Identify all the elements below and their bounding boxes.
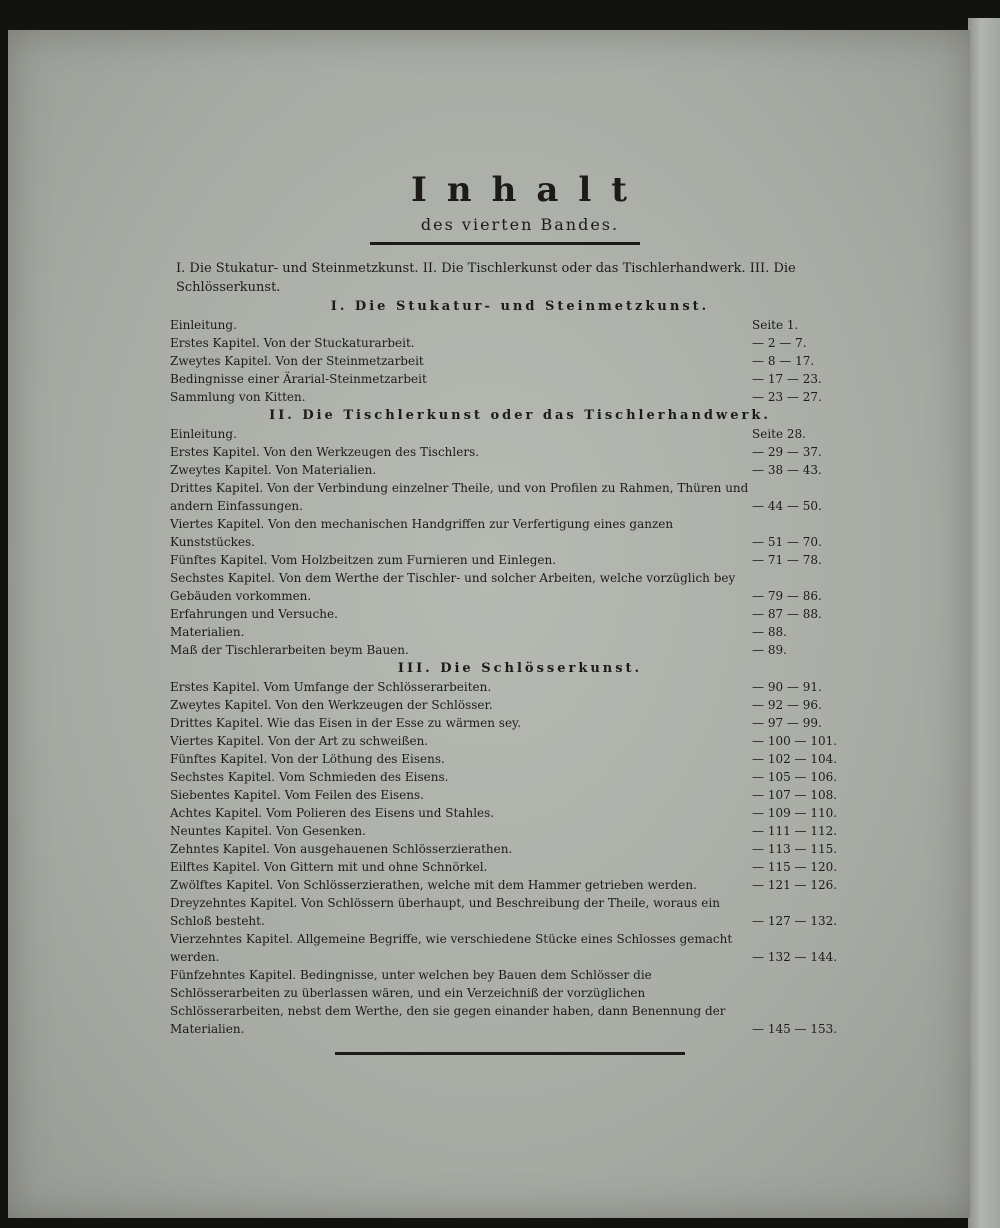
toc-entry-pages: — 29 — 37. xyxy=(752,445,822,459)
toc-entry-pages: — 145 — 153. xyxy=(752,1022,838,1036)
toc-entry-label: Neuntes Kapitel. Von Gesenken. xyxy=(170,824,366,838)
toc-entry xyxy=(170,822,870,840)
toc-entry-label: Einleitung. xyxy=(170,427,237,441)
toc-entry-label: Bedingnisse einer Ärarial-Steinmetzarbeit xyxy=(170,372,427,386)
toc-entry-pages: — 113 — 115. xyxy=(752,842,838,856)
toc-entry xyxy=(170,569,870,605)
toc-entry xyxy=(170,551,870,569)
toc-entry-pages: — 89. xyxy=(752,643,787,657)
toc-entry-label: Erfahrungen und Versuche. xyxy=(170,607,338,621)
toc-entry-label: Sechstes Kapitel. Vom Schmieden des Eisens. xyxy=(170,770,449,784)
toc-entry-label: Viertes Kapitel. Von den mechanischen Handgriffen zur Verfertigung eines ganzen Kunststückes. xyxy=(170,517,674,549)
toc-entry-label: Zweytes Kapitel. Von Materialien. xyxy=(170,463,377,477)
toc-entry-pages: — 92 — 96. xyxy=(752,698,822,712)
toc-entry-pages: — 105 — 106. xyxy=(752,770,838,784)
toc-entry-pages: — 107 — 108. xyxy=(752,788,838,802)
toc-entry xyxy=(170,678,870,696)
toc-entry-pages: — 23 — 27. xyxy=(752,390,822,404)
toc-entry-label: Drittes Kapitel. Von der Verbindung einzelner Theile, und von Profilen zu Rahmen, Thüren und andern Einfassungen. xyxy=(170,481,749,513)
toc-entry-pages: — 100 — 101. xyxy=(752,734,838,748)
toc-entry-label: Zweytes Kapitel. Von den Werkzeugen der Schlösser. xyxy=(170,698,493,712)
toc-entry-pages: — 90 — 91. xyxy=(752,680,822,694)
toc-entry-pages: — 8 — 17. xyxy=(752,354,815,368)
toc-entry-pages: — 38 — 43. xyxy=(752,463,822,477)
toc-entry-label: Fünfzehntes Kapitel. Bedingnisse, unter welchen bey Bauen dem Schlösser die Schlösserarbeiten zu überlassen wären, und ein Verzeichniß der vorzüglichen Schlösserarbeiten, nebst dem Werthe, den sie gegen einander haben, dann Benennung der Materialien. xyxy=(170,968,726,1036)
table-of-contents xyxy=(170,170,870,1069)
closing-rule xyxy=(335,1052,685,1055)
toc-entry-pages: — 111 — 112. xyxy=(752,824,838,838)
toc-entry xyxy=(170,732,870,750)
toc-entry xyxy=(170,876,870,894)
toc-entry xyxy=(170,316,870,334)
toc-entry xyxy=(170,515,870,551)
toc-entry xyxy=(170,443,870,461)
toc-entry xyxy=(170,750,870,768)
toc-entry-label: Zehntes Kapitel. Von ausgehauenen Schlösserzierathen. xyxy=(170,842,513,856)
toc-entry xyxy=(170,641,870,659)
section-heading: III. Die Schlösserkunst. xyxy=(397,661,643,676)
page-subtitle: des vierten Bandes. xyxy=(420,215,620,234)
toc-entry-pages: — 121 — 126. xyxy=(752,878,838,892)
toc-entry xyxy=(170,461,870,479)
title-rule xyxy=(370,242,640,245)
toc-entry-pages: — 51 — 70. xyxy=(752,535,822,549)
section-heading: II. Die Tischlerkunst oder das Tischlerhandwerk. xyxy=(269,408,771,423)
toc-entry-pages: — 102 — 104. xyxy=(752,752,838,766)
toc-entry xyxy=(170,334,870,352)
toc-entry-label: Erstes Kapitel. Von der Stuckaturarbeit. xyxy=(170,336,415,350)
toc-entry-label: Sammlung von Kitten. xyxy=(170,390,306,404)
toc-entry-pages: — 97 — 99. xyxy=(752,716,822,730)
page-title: Inhalt xyxy=(411,170,647,210)
toc-entry-pages: — 71 — 78. xyxy=(752,553,822,567)
toc-entry-label: Materialien. xyxy=(170,625,245,639)
toc-entry-label: Siebentes Kapitel. Vom Feilen des Eisens. xyxy=(170,788,424,802)
section-heading: I. Die Stukatur- und Steinmetzkunst. xyxy=(330,299,710,314)
toc-entry-pages: — 88. xyxy=(752,625,787,639)
toc-entry xyxy=(170,370,870,388)
toc-entry-pages: — 2 — 7. xyxy=(752,336,807,350)
toc-entry xyxy=(170,804,870,822)
toc-entry-label: Drittes Kapitel. Wie das Eisen in der Esse zu wärmen sey. xyxy=(170,716,522,730)
toc-entry xyxy=(170,714,870,732)
toc-entry-label: Zweytes Kapitel. Von der Steinmetzarbeit xyxy=(170,354,424,368)
toc-entry xyxy=(170,623,870,641)
toc-entry-pages: — 127 — 132. xyxy=(752,914,838,928)
toc-entry-label: Erstes Kapitel. Von den Werkzeugen des Tischlers. xyxy=(170,445,480,459)
toc-entry-pages: Seite 28. xyxy=(752,427,806,441)
toc-entry-label: Eilftes Kapitel. Von Gittern mit und ohne Schnörkel. xyxy=(170,860,488,874)
toc-entry xyxy=(170,479,870,515)
toc-entry-label: Fünftes Kapitel. Vom Holzbeitzen zum Furnieren und Einlegen. xyxy=(170,553,557,567)
toc-entry-label: Zwölftes Kapitel. Von Schlösserzierathen, welche mit dem Hammer getrieben werden. xyxy=(170,878,697,892)
toc-entry-label: Fünftes Kapitel. Von der Löthung des Eisens. xyxy=(170,752,445,766)
toc-entry xyxy=(170,696,870,714)
toc-sections xyxy=(170,297,870,1038)
toc-entry-label: Dreyzehntes Kapitel. Von Schlössern überhaupt, und Beschreibung der Theile, woraus ein Schloß besteht. xyxy=(170,896,720,928)
toc-entry-pages: Seite 1. xyxy=(752,318,799,332)
toc-entry xyxy=(170,388,870,406)
toc-entry-label: Erstes Kapitel. Vom Umfange der Schlösserarbeiten. xyxy=(170,680,492,694)
toc-entry-label: Einleitung. xyxy=(170,318,237,332)
toc-entry xyxy=(170,352,870,370)
toc-entry xyxy=(170,858,870,876)
toc-entry-label: Viertes Kapitel. Von der Art zu schweißen. xyxy=(170,734,429,748)
toc-entry xyxy=(170,605,870,623)
toc-entry xyxy=(170,768,870,786)
toc-entry-pages: — 79 — 86. xyxy=(752,589,822,603)
toc-entry-pages: — 115 — 120. xyxy=(752,860,838,874)
volume-summary: I. Die Stukatur- und Steinmetzkunst. II. Die Tischlerkunst oder das Tischlerhandwerk. III. Die Schlösserkunst. xyxy=(176,261,796,295)
toc-entry-pages: — 109 — 110. xyxy=(752,806,838,820)
toc-entry xyxy=(170,425,870,443)
toc-entry xyxy=(170,840,870,858)
adjacent-page-edge xyxy=(968,18,1000,1228)
toc-entry xyxy=(170,930,870,966)
toc-entry xyxy=(170,786,870,804)
toc-entry-label: Vierzehntes Kapitel. Allgemeine Begriffe, wie verschiedene Stücke eines Schlosses gemacht werden. xyxy=(170,932,733,964)
toc-entry-label: Achtes Kapitel. Vom Polieren des Eisens und Stahles. xyxy=(170,806,495,820)
toc-entry-pages: — 87 — 88. xyxy=(752,607,822,621)
toc-entry-label: Sechstes Kapitel. Von dem Werthe der Tischler- und solcher Arbeiten, welche vorzüglich bey Gebäuden vorkommen. xyxy=(170,571,736,603)
toc-entry-pages: — 44 — 50. xyxy=(752,499,822,513)
toc-entry-pages: — 132 — 144. xyxy=(752,950,838,964)
toc-entry-label: Maß der Tischlerarbeiten beym Bauen. xyxy=(170,643,409,657)
toc-entry-pages: — 17 — 23. xyxy=(752,372,822,386)
toc-entry xyxy=(170,966,870,1038)
toc-entry xyxy=(170,894,870,930)
